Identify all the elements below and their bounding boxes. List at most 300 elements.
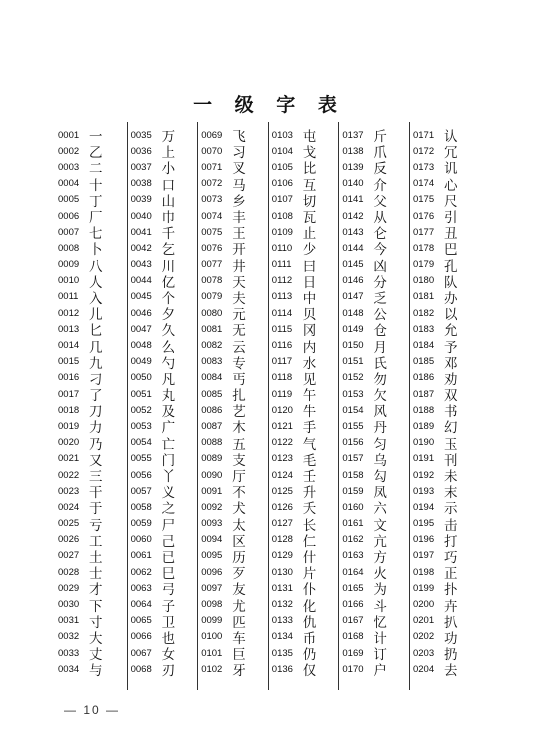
entry-code: 0120: [271, 404, 293, 416]
entry-code: 0050: [130, 372, 152, 384]
entry-character: 予: [443, 339, 459, 356]
entry-code: 0199: [412, 582, 435, 594]
entry-character: 欠: [373, 388, 388, 405]
entry-character: 力: [89, 420, 104, 437]
entry-code: 0097: [201, 582, 223, 594]
entry-code: 0192: [412, 469, 435, 481]
entry-character: 乏: [373, 290, 388, 307]
entry-character: 匀: [373, 436, 388, 453]
entry-code: 0066: [130, 631, 152, 643]
entry-character: 云: [232, 339, 247, 356]
entry-character: 刃: [161, 663, 177, 680]
entry-character: 九: [89, 355, 104, 372]
entry-code: 0119: [271, 388, 293, 400]
entry-code: 0026: [58, 534, 80, 546]
entry-character: 扑: [443, 582, 459, 599]
entry-character: 分: [373, 274, 388, 291]
entry-character: 艺: [232, 404, 247, 421]
entry-code: 0065: [130, 615, 152, 627]
entry-code: 0032: [58, 631, 80, 643]
entry-character: 壬: [302, 469, 318, 486]
entry-character: 风: [373, 404, 388, 421]
entry-code: 0151: [342, 356, 364, 368]
entry-character: 日: [302, 274, 318, 291]
entry-character: 去: [443, 663, 459, 680]
entry-character: 长: [302, 517, 318, 534]
entry-code: 0186: [412, 372, 435, 384]
entry-character: 广: [161, 420, 177, 437]
entry-code: 0147: [342, 291, 364, 303]
entry-character: 戈: [302, 145, 318, 162]
entry-code: 0126: [271, 501, 293, 513]
entry-code: 0039: [130, 194, 152, 206]
entry-code: 0114: [271, 307, 293, 319]
entry-code: 0007: [58, 226, 80, 238]
entry-character: 丈: [89, 647, 104, 664]
entry-character: 土: [89, 549, 104, 566]
entry-code: 0173: [412, 161, 435, 173]
entry-code: 0132: [271, 599, 293, 611]
entry-character: 习: [232, 145, 247, 162]
entry-character: 尸: [161, 517, 177, 534]
page-number: — 10 —: [64, 703, 121, 717]
entry-character: 马: [232, 177, 247, 194]
entry-code: 0171: [412, 129, 435, 141]
entry-code: 0052: [130, 404, 152, 416]
entry-code: 0180: [412, 275, 435, 287]
entry-code: 0034: [58, 663, 80, 675]
entry-character: 亢: [373, 533, 388, 550]
entry-code: 0051: [130, 388, 152, 400]
entry-code: 0161: [342, 518, 364, 530]
entry-character: 山: [161, 193, 177, 210]
entry-character: 忆: [373, 614, 388, 631]
entry-character: 冗: [443, 145, 459, 162]
entry-character: 儿: [89, 307, 104, 324]
entry-code: 0177: [412, 226, 435, 238]
table-row: [339, 661, 409, 680]
entry-character: 币: [302, 630, 318, 647]
entry-character: 尤: [232, 598, 247, 615]
entry-code: 0062: [130, 566, 152, 578]
table-row: [198, 661, 268, 680]
entry-code: 0125: [271, 485, 293, 497]
entry-character: 及: [161, 404, 177, 421]
entry-character: 不: [232, 485, 247, 502]
entry-character: 公: [373, 307, 388, 324]
entry-character: 击: [443, 517, 459, 534]
entry-character: 正: [443, 566, 459, 583]
entry-character: 扒: [443, 614, 459, 631]
entry-code: 0070: [201, 145, 223, 157]
entry-code: 0086: [201, 404, 223, 416]
entry-character: 少: [302, 242, 318, 259]
entry-character: 无: [232, 323, 247, 340]
entry-character: 仅: [302, 663, 318, 680]
entry-code: 0197: [412, 550, 435, 562]
entry-character: 扔: [443, 647, 459, 664]
entry-character: 亏: [89, 517, 104, 534]
entry-code: 0102: [201, 663, 223, 675]
entry-character: 巧: [443, 549, 459, 566]
entry-character: 劝: [443, 371, 459, 388]
entry-character: 斗: [373, 598, 388, 615]
entry-character: 见: [302, 371, 318, 388]
entry-character: 切: [302, 193, 318, 210]
entry-code: 0156: [342, 437, 364, 449]
entry-code: 0009: [58, 259, 80, 271]
entry-code: 0095: [201, 550, 223, 562]
entry-code: 0091: [201, 485, 223, 497]
entry-character: 中: [302, 290, 318, 307]
entry-code: 0049: [130, 356, 152, 368]
entry-code: 0019: [58, 420, 80, 432]
entry-code: 0166: [342, 599, 364, 611]
table-column: [409, 122, 480, 690]
entry-code: 0043: [130, 259, 152, 271]
entry-code: 0015: [58, 356, 80, 368]
entry-character: 大: [89, 630, 104, 647]
entry-code: 0074: [201, 210, 223, 222]
entry-code: 0168: [342, 631, 364, 643]
entry-code: 0198: [412, 566, 435, 578]
entry-code: 0148: [342, 307, 364, 319]
entry-code: 0055: [130, 453, 152, 465]
entry-character: 川: [161, 258, 177, 275]
entry-character: 十: [89, 177, 104, 194]
entry-character: 匹: [232, 614, 247, 631]
entry-character: 么: [161, 339, 177, 356]
entry-character: 止: [302, 226, 318, 243]
entry-character: 丑: [443, 226, 459, 243]
table-column: [268, 122, 339, 690]
entry-character: 车: [232, 630, 247, 647]
entry-code: 0071: [201, 161, 223, 173]
entry-character: 勾: [373, 469, 388, 486]
entry-character: 也: [161, 630, 177, 647]
entry-character: 凡: [161, 371, 177, 388]
entry-character: 从: [373, 210, 388, 227]
entry-character: 三: [89, 469, 104, 486]
entry-code: 0002: [58, 145, 80, 157]
entry-code: 0169: [342, 647, 364, 659]
entry-code: 0200: [412, 599, 435, 611]
entry-code: 0106: [271, 178, 293, 190]
entry-character: 仍: [302, 647, 318, 664]
entry-character: 互: [302, 177, 318, 194]
entry-code: 0121: [271, 420, 293, 432]
entry-code: 0110: [271, 242, 293, 254]
entry-character: 瓦: [302, 210, 318, 227]
entry-code: 0048: [130, 340, 152, 352]
entry-code: 0108: [271, 210, 293, 222]
entry-code: 0117: [271, 356, 293, 368]
entry-character: 开: [232, 242, 247, 259]
entry-code: 0118: [271, 372, 293, 384]
entry-character: 乌: [373, 452, 388, 469]
entry-character: 二: [89, 161, 104, 178]
entry-character: 叉: [232, 161, 247, 178]
entry-character: 队: [443, 274, 459, 291]
entry-character: 才: [89, 582, 104, 599]
entry-code: 0100: [201, 631, 223, 643]
entry-character: 尺: [443, 193, 459, 210]
entry-character: 比: [302, 161, 318, 178]
entry-character: 亿: [161, 274, 177, 291]
entry-character: 勺: [161, 355, 177, 372]
entry-character: 天: [232, 274, 247, 291]
entry-character: 内: [302, 339, 318, 356]
entry-character: 未: [443, 469, 459, 486]
entry-code: 0201: [412, 615, 435, 627]
entry-character: 丸: [161, 388, 177, 405]
entry-code: 0162: [342, 534, 364, 546]
entry-code: 0096: [201, 566, 223, 578]
entry-character: 氏: [373, 355, 388, 372]
entry-code: 0064: [130, 599, 152, 611]
entry-character: 夭: [302, 501, 318, 518]
entry-code: 0170: [342, 663, 364, 675]
entry-character: 为: [373, 582, 388, 599]
entry-code: 0079: [201, 291, 223, 303]
entry-character: 巾: [161, 210, 177, 227]
entry-character: 化: [302, 598, 318, 615]
entry-code: 0020: [58, 437, 80, 449]
entry-character: 仁: [302, 533, 318, 550]
entry-character: 邓: [443, 355, 459, 372]
entry-character: 己: [161, 533, 177, 550]
entry-character: 丐: [232, 371, 247, 388]
entry-character: 六: [373, 501, 388, 518]
entry-character: 八: [89, 258, 104, 275]
entry-code: 0090: [201, 469, 223, 481]
entry-character: 了: [89, 388, 104, 405]
entry-code: 0021: [58, 453, 80, 465]
entry-code: 0101: [201, 647, 223, 659]
entry-character: 歹: [232, 566, 247, 583]
entry-code: 0160: [342, 501, 364, 513]
entry-character: 刁: [89, 371, 104, 388]
entry-code: 0184: [412, 340, 435, 352]
entry-code: 0044: [130, 275, 152, 287]
entry-character: 手: [302, 420, 318, 437]
entry-code: 0010: [58, 275, 80, 287]
entry-code: 0046: [130, 307, 152, 319]
entry-character: 夕: [161, 307, 177, 324]
table-row: [269, 661, 339, 680]
entry-character: 乃: [89, 436, 104, 453]
entry-code: 0056: [130, 469, 152, 481]
entry-character: 王: [232, 226, 247, 243]
entry-code: 0014: [58, 340, 80, 352]
entry-character: 子: [161, 598, 177, 615]
entry-character: 今: [373, 242, 388, 259]
entry-character: 示: [443, 501, 459, 518]
entry-code: 0172: [412, 145, 435, 157]
entry-character: 乡: [232, 193, 247, 210]
entry-code: 0154: [342, 404, 364, 416]
entry-code: 0179: [412, 259, 435, 271]
entry-character: 寸: [89, 614, 104, 631]
entry-code: 0174: [412, 178, 435, 190]
entry-code: 0176: [412, 210, 435, 222]
entry-code: 0189: [412, 420, 435, 432]
entry-code: 0122: [271, 437, 293, 449]
entry-character: 井: [232, 258, 247, 275]
entry-code: 0136: [271, 663, 293, 675]
entry-character: 入: [89, 290, 104, 307]
entry-code: 0029: [58, 582, 80, 594]
entry-character: 仇: [302, 614, 318, 631]
character-table: [56, 122, 480, 690]
entry-character: 丫: [161, 469, 177, 486]
table-column: [56, 122, 127, 690]
entry-code: 0103: [271, 129, 293, 141]
entry-character: 久: [161, 323, 177, 340]
entry-code: 0131: [271, 582, 293, 594]
entry-code: 0061: [130, 550, 152, 562]
entry-code: 0008: [58, 242, 80, 254]
entry-code: 0142: [342, 210, 364, 222]
entry-code: 0140: [342, 178, 364, 190]
entry-character: 太: [232, 517, 247, 534]
entry-code: 0040: [130, 210, 152, 222]
entry-code: 0076: [201, 242, 223, 254]
entry-code: 0087: [201, 420, 223, 432]
entry-character: 厅: [232, 469, 247, 486]
entry-code: 0130: [271, 566, 293, 578]
entry-code: 0104: [271, 145, 293, 157]
entry-code: 0005: [58, 194, 80, 206]
entry-code: 0004: [58, 178, 80, 190]
entry-code: 0001: [58, 129, 80, 141]
entry-character: 水: [302, 355, 318, 372]
entry-character: 仆: [302, 582, 318, 599]
entry-character: 斤: [373, 129, 388, 146]
entry-code: 0088: [201, 437, 223, 449]
entry-character: 义: [161, 485, 177, 502]
entry-code: 0063: [130, 582, 152, 594]
entry-character: 办: [443, 290, 459, 307]
table-row: [128, 661, 198, 680]
entry-character: 毛: [302, 452, 318, 469]
entry-character: 计: [373, 630, 388, 647]
entry-character: 丁: [89, 193, 104, 210]
entry-character: 双: [443, 388, 459, 405]
entry-code: 0181: [412, 291, 435, 303]
entry-character: 士: [89, 566, 104, 583]
entry-code: 0011: [58, 291, 79, 303]
entry-character: 专: [232, 355, 247, 372]
entry-code: 0138: [342, 145, 364, 157]
entry-code: 0045: [130, 291, 152, 303]
entry-character: 牛: [302, 404, 318, 421]
entry-character: 夫: [232, 290, 247, 307]
entry-code: 0157: [342, 453, 364, 465]
entry-code: 0163: [342, 550, 364, 562]
entry-character: 允: [443, 323, 459, 340]
entry-character: 心: [443, 177, 459, 194]
entry-character: 书: [443, 404, 459, 421]
entry-character: 巳: [161, 566, 177, 583]
entry-character: 片: [302, 566, 318, 583]
page-title: 一 级 字 表: [193, 94, 345, 116]
entry-code: 0099: [201, 615, 223, 627]
entry-code: 0069: [201, 129, 223, 141]
entry-code: 0116: [271, 340, 293, 352]
entry-code: 0167: [342, 615, 364, 627]
entry-code: 0158: [342, 469, 364, 481]
entry-code: 0145: [342, 259, 364, 271]
entry-code: 0134: [271, 631, 293, 643]
entry-character: 卫: [161, 614, 177, 631]
entry-code: 0146: [342, 275, 364, 287]
entry-code: 0129: [271, 550, 293, 562]
entry-character: 之: [161, 501, 177, 518]
entry-code: 0085: [201, 388, 223, 400]
entry-code: 0006: [58, 210, 80, 222]
entry-character: 几: [89, 339, 104, 356]
entry-character: 匕: [89, 323, 104, 340]
entry-character: 午: [302, 388, 318, 405]
entry-character: 厂: [89, 210, 104, 227]
entry-code: 0072: [201, 178, 223, 190]
entry-code: 0077: [201, 259, 223, 271]
entry-code: 0036: [130, 145, 152, 157]
entry-character: 火: [373, 566, 388, 583]
entry-character: 友: [232, 582, 247, 599]
entry-code: 0175: [412, 194, 435, 206]
entry-character: 凤: [373, 485, 388, 502]
entry-code: 0149: [342, 323, 364, 335]
entry-code: 0141: [342, 194, 364, 206]
entry-character: 元: [232, 307, 247, 324]
entry-code: 0190: [412, 437, 435, 449]
entry-code: 0098: [201, 599, 223, 611]
entry-code: 0037: [130, 161, 152, 173]
table-column: [127, 122, 198, 690]
entry-code: 0094: [201, 534, 223, 546]
entry-character: 气: [302, 436, 318, 453]
entry-code: 0202: [412, 631, 435, 643]
entry-character: 凶: [373, 258, 388, 275]
entry-code: 0042: [130, 242, 152, 254]
entry-character: 订: [373, 647, 388, 664]
entry-character: 月: [373, 339, 388, 356]
entry-code: 0144: [342, 242, 364, 254]
entry-character: 介: [373, 177, 388, 194]
entry-character: 什: [302, 549, 318, 566]
entry-code: 0155: [342, 420, 364, 432]
entry-code: 0107: [271, 194, 293, 206]
entry-code: 0016: [58, 372, 80, 384]
entry-character: 五: [232, 436, 247, 453]
entry-code: 0191: [412, 453, 435, 465]
entry-character: 父: [373, 193, 388, 210]
entry-character: 千: [161, 226, 177, 243]
entry-code: 0150: [342, 340, 364, 352]
entry-code: 0203: [412, 647, 435, 659]
entry-character: 七: [89, 226, 104, 243]
entry-code: 0030: [58, 599, 80, 611]
entry-character: 屯: [302, 129, 318, 146]
entry-code: 0195: [412, 518, 435, 530]
entry-code: 0128: [271, 534, 293, 546]
entry-character: 丰: [232, 210, 247, 227]
entry-character: 个: [161, 290, 177, 307]
entry-code: 0083: [201, 356, 223, 368]
entry-code: 0025: [58, 518, 80, 530]
